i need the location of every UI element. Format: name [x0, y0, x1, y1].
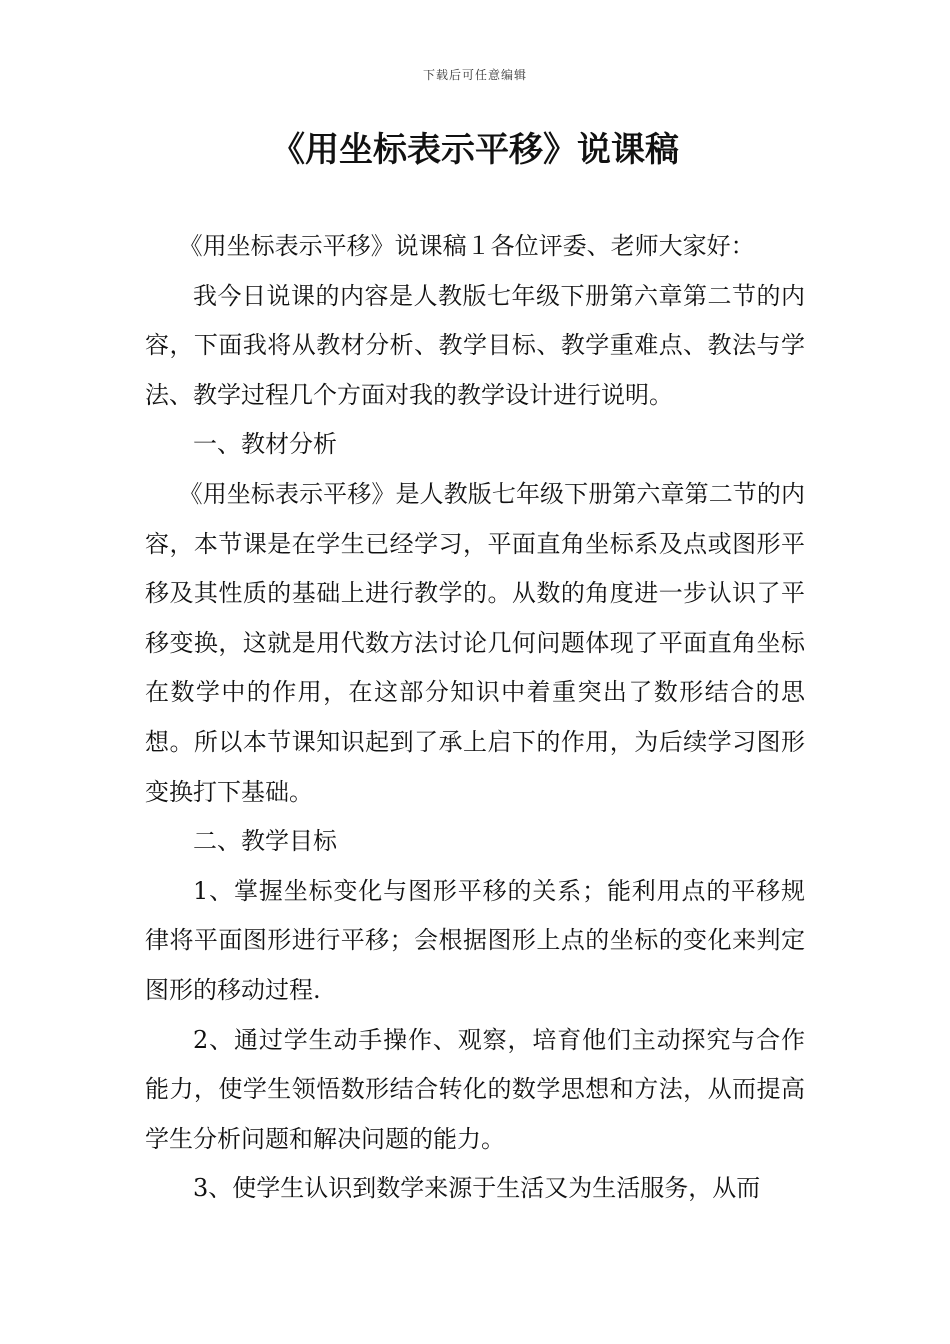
- paragraph-goal-3: 3、使学生认识到数学来源于生活又为生活服务，从而: [193, 1174, 761, 1203]
- paragraph-material-analysis: 《用坐标表示平移》是人教版七年级下册第六章第二节的内容，本节课是在学生已经学习，平面直角坐标系及点或图形平移及其性质的基础上进行教学的。从数的角度进一步认识了平移变换，这就是用代数方法讨论几何问题体现了平面直角坐标在数学中的作用，在这部分知识中着重突出了数形结合的思想。所以本节课知识起到了承上启下的作用，为后续学习图形变换打下基础。: [145, 479, 805, 806]
- section-heading-material-analysis: 一、教材分析: [193, 430, 337, 459]
- paragraph-goal-1: 1、掌握坐标变化与图形平移的关系；能利用点的平移规律将平面图形进行平移；会根据图形上点的坐标的变化来判定图形的移动过程.: [145, 876, 805, 1004]
- paragraph-goal-2: 2、通过学生动手操作、观察，培育他们主动探究与合作能力，使学生领悟数形结合转化的数学思想和方法，从而提高学生分析问题和解决问题的能力。: [145, 1025, 805, 1153]
- document-body: [145, 222, 805, 1214]
- paragraph-intro: 我今日说课的内容是人教版七年级下册第六章第二节的内容，下面我将从教材分析、教学目标、教学重难点、教法与学法、教学过程几个方面对我的教学设计进行说明。: [145, 281, 805, 409]
- paragraph-greeting: 《用坐标表示平移》说课稿１各位评委、老师大家好：: [178, 232, 755, 260]
- section-heading-teaching-goals: 二、教学目标: [193, 827, 337, 856]
- header-note: 下载后可任意编辑: [422, 68, 527, 82]
- document-title: 《用坐标表示平移》说课稿: [271, 130, 679, 170]
